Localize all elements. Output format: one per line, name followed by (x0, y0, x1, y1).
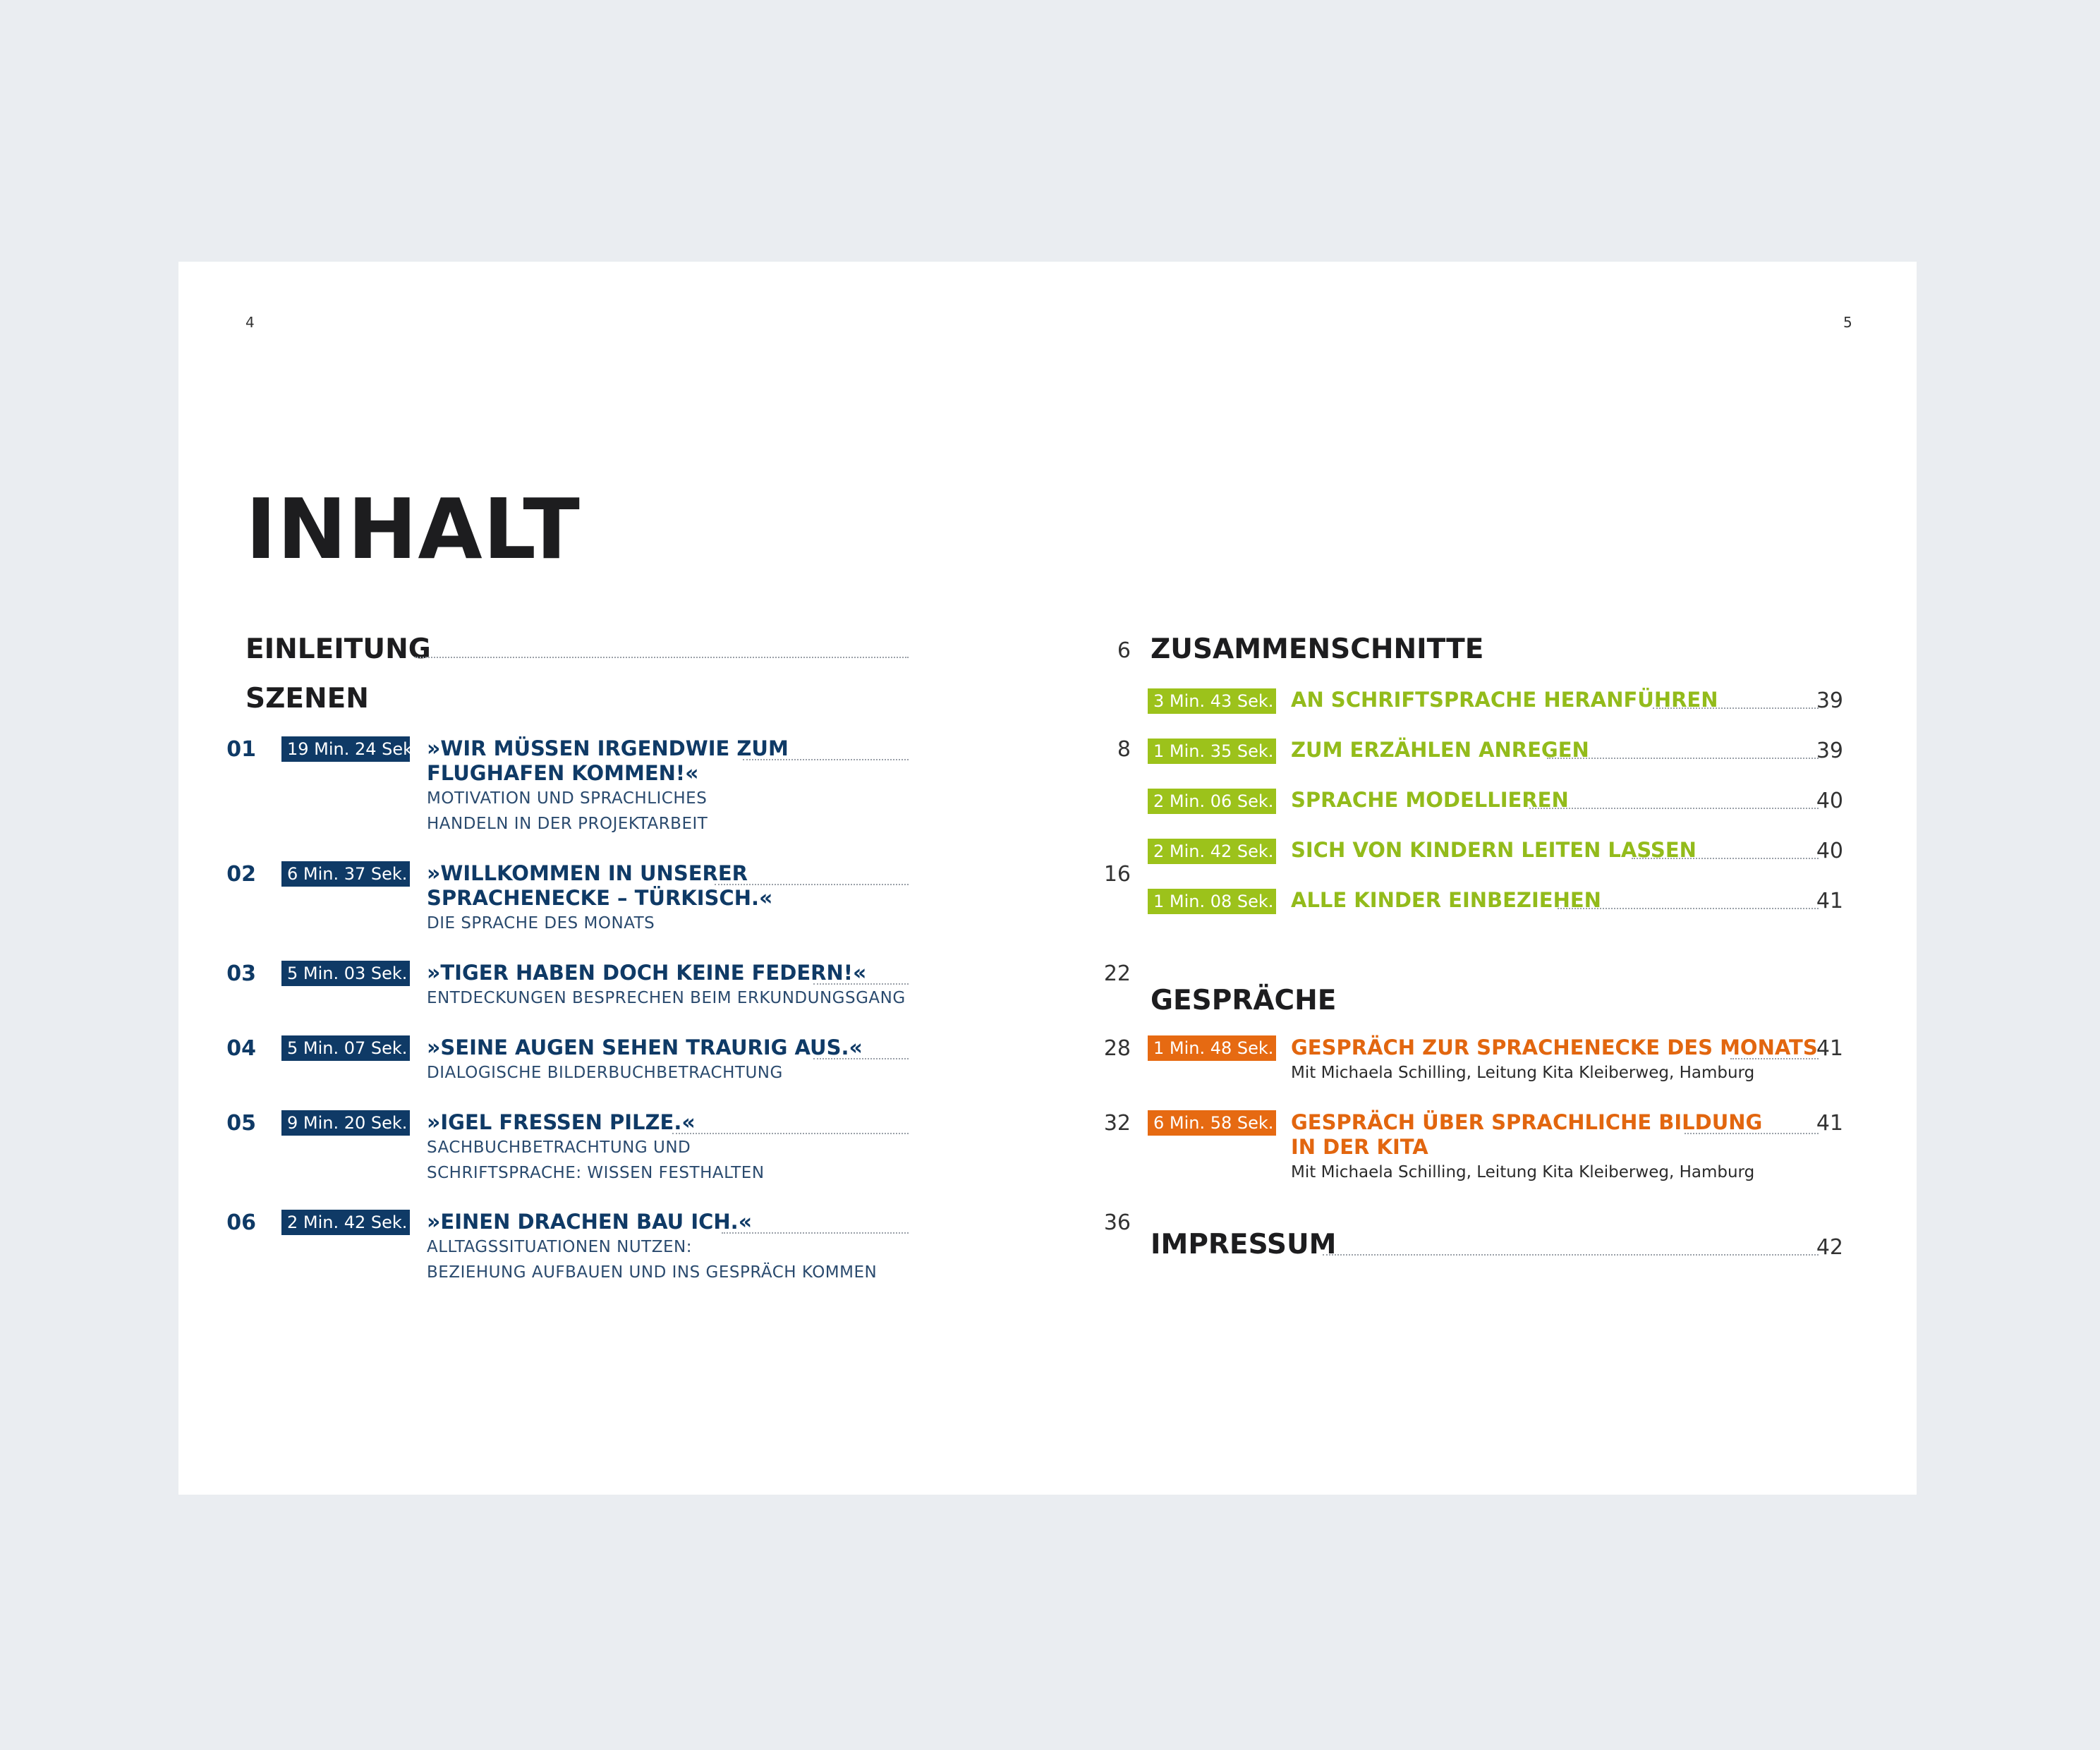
leader-dots (743, 759, 909, 760)
chevron-right-icon: » (427, 736, 441, 761)
scene-number: 05 (226, 1111, 256, 1136)
entry-title: TIGER HABEN DOCH KEINE FEDERN! (440, 961, 853, 985)
scene-number: 04 (226, 1036, 256, 1061)
page-ref: 40 (1816, 789, 1843, 813)
section-einleitung: EINLEITUNG (245, 633, 431, 665)
chevron-left-icon: « (759, 886, 773, 911)
page-ref: 36 (1103, 1210, 1131, 1235)
toc-entry[interactable] (427, 961, 1062, 1011)
leader-dots (813, 1058, 909, 1059)
leader-dots (715, 884, 909, 885)
page-ref: 22 (1103, 961, 1131, 986)
page-ref: 32 (1103, 1111, 1131, 1136)
chevron-right-icon: » (427, 1110, 441, 1135)
leader-dots (415, 657, 909, 658)
entry-subtitle: Mit Michaela Schilling, Leitung Kita Kleiberweg, Hamburg (1291, 1163, 1755, 1181)
page-ref: 41 (1816, 1036, 1843, 1061)
chevron-right-icon: » (427, 861, 441, 886)
entry-title-cont: FLUGHAFEN KOMMEN! (427, 761, 686, 785)
entry-title: IGEL FRESSEN PILZE. (440, 1110, 682, 1134)
page-ref: 6 (1117, 638, 1131, 663)
chevron-right-icon: » (427, 1035, 441, 1060)
page-number-left: 4 (245, 314, 255, 331)
entry-title: GESPRÄCH ZUR SPRACHENECKE DES MONATS (1291, 1035, 1818, 1059)
toc-entry[interactable] (427, 1110, 1062, 1186)
page-number-right: 5 (1843, 314, 1852, 331)
toc-entry[interactable] (427, 1035, 1062, 1086)
entry-subtitle: DIE SPRACHE DES MONATS (427, 914, 655, 932)
duration-badge: 5 Min. 07 Sek. (281, 1035, 410, 1061)
leader-dots (813, 983, 909, 985)
section-zusammenschnitte: ZUSAMMENSCHNITTE (1151, 633, 1484, 665)
entry-title-cont: SPRACHENECKE – TÜRKISCH. (427, 886, 759, 910)
chevron-left-icon: « (849, 1035, 863, 1060)
entry-subtitle: HANDELN IN DER PROJEKTARBEIT (427, 815, 708, 833)
scene-number: 02 (226, 862, 256, 887)
toc-entry[interactable] (427, 736, 1062, 837)
duration-badge: 1 Min. 08 Sek. (1148, 889, 1276, 914)
entry-title[interactable]: SPRACHE MODELLIEREN (1291, 788, 1569, 812)
page-ref: 39 (1816, 688, 1843, 713)
section-gespraeche: GESPRÄCHE (1151, 985, 1337, 1016)
page-ref: 8 (1117, 737, 1131, 762)
toc-entry[interactable] (427, 861, 1062, 936)
page-ref: 42 (1816, 1235, 1843, 1260)
entry-subtitle: MOTIVATION UND SPRACHLICHES (427, 789, 708, 808)
chevron-left-icon: « (852, 961, 867, 985)
duration-badge: 19 Min. 24 Sek. (281, 736, 410, 762)
entry-title[interactable]: ALLE KINDER EINBEZIEHEN (1291, 888, 1601, 912)
duration-badge: 2 Min. 42 Sek. (281, 1210, 410, 1235)
entry-title: WILLKOMMEN IN UNSERER (440, 861, 748, 885)
document-spread (178, 262, 1917, 1495)
duration-badge: 6 Min. 37 Sek. (281, 861, 410, 887)
entry-subtitle: SCHRIFTSPRACHE: WISSEN FESTHALTEN (427, 1164, 765, 1182)
page-ref: 28 (1103, 1036, 1131, 1061)
entry-subtitle: Mit Michaela Schilling, Leitung Kita Kleiberweg, Hamburg (1291, 1064, 1755, 1082)
entry-title: SEINE AUGEN SEHEN TRAURIG AUS. (440, 1035, 849, 1059)
scene-number: 01 (226, 737, 256, 762)
chevron-right-icon: » (427, 1210, 441, 1234)
toc-entry[interactable] (427, 1210, 1062, 1285)
leader-dots (1547, 758, 1819, 759)
entry-subtitle: DIALOGISCHE BILDERBUCHBETRACHTUNG (427, 1064, 783, 1082)
entry-subtitle: SACHBUCHBETRACHTUNG UND (427, 1138, 691, 1157)
toc-entry[interactable] (1291, 1035, 1827, 1086)
scene-number: 03 (226, 961, 256, 986)
leader-dots (1323, 1254, 1819, 1256)
duration-badge: 2 Min. 42 Sek. (1148, 839, 1276, 864)
page-ref: 41 (1816, 1111, 1843, 1136)
entry-title[interactable]: AN SCHRIFTSPRACHE HERANFÜHREN (1291, 688, 1718, 712)
duration-badge: 6 Min. 58 Sek. (1148, 1110, 1276, 1136)
duration-badge: 1 Min. 35 Sek. (1148, 739, 1276, 764)
entry-title: WIR MÜSSEN IRGENDWIE ZUM (440, 736, 789, 760)
entry-subtitle: ALLTAGSSITUATIONEN NUTZEN: (427, 1238, 692, 1256)
entry-subtitle: BEZIEHUNG AUFBAUEN UND INS GESPRÄCH KOMMEN (427, 1263, 878, 1282)
chevron-left-icon: « (681, 1110, 696, 1135)
page-title: INHALT (245, 480, 581, 578)
scene-number: 06 (226, 1210, 256, 1235)
entry-title[interactable]: SICH VON KINDERN LEITEN LASSEN (1291, 838, 1697, 862)
page-ref: 40 (1816, 839, 1843, 863)
duration-badge: 5 Min. 03 Sek. (281, 961, 410, 986)
page-ref: 16 (1103, 862, 1131, 887)
entry-title[interactable]: ZUM ERZÄHLEN ANREGEN (1291, 738, 1589, 762)
entry-title: EINEN DRACHEN BAU ICH. (440, 1210, 739, 1234)
chevron-right-icon: » (427, 961, 441, 985)
entry-subtitle: ENTDECKUNGEN BESPRECHEN BEIM ERKUNDUNGSGANG (427, 989, 906, 1007)
section-szenen: SZENEN (245, 683, 369, 715)
duration-badge: 9 Min. 20 Sek. (281, 1110, 410, 1136)
chevron-left-icon: « (738, 1210, 753, 1234)
duration-badge: 3 Min. 43 Sek. (1148, 688, 1276, 714)
toc-entry[interactable] (1291, 1110, 1827, 1185)
duration-badge: 1 Min. 48 Sek. (1148, 1035, 1276, 1061)
entry-title: GESPRÄCH ÜBER SPRACHLICHE BILDUNG (1291, 1110, 1763, 1134)
leader-dots (1529, 808, 1819, 809)
page-ref: 39 (1816, 739, 1843, 763)
page-ref: 41 (1816, 889, 1843, 913)
chevron-left-icon: « (685, 761, 699, 786)
leader-dots (672, 1133, 909, 1134)
duration-badge: 2 Min. 06 Sek. (1148, 789, 1276, 814)
leader-dots (722, 1232, 909, 1234)
entry-title-cont: IN DER KITA (1291, 1135, 1428, 1159)
section-impressum: IMPRESSUM (1151, 1229, 1337, 1260)
